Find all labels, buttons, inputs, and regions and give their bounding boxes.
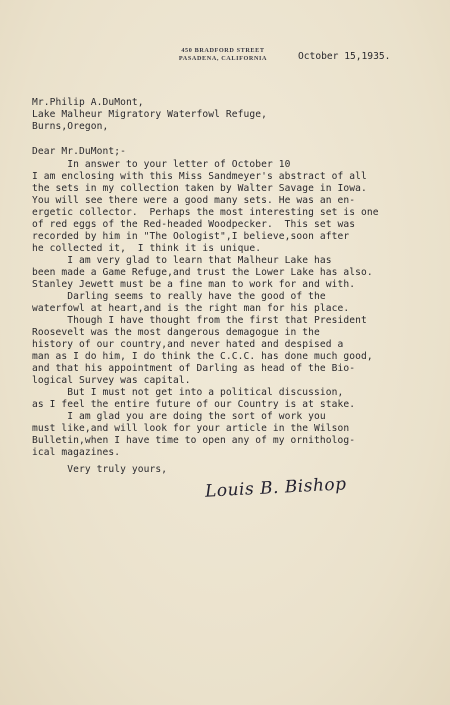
- body-line: waterfowl at heart,and is the right man for his place.: [32, 303, 350, 314]
- body-line: You will see there were a good many sets. He was an en-: [32, 195, 356, 206]
- body-line: ergetic collector. Perhaps the most interesting set is one: [32, 207, 379, 218]
- handwritten-signature: Louis B. Bishop: [204, 474, 347, 502]
- body-line: Stanley Jewett must be a fine man to work for and with.: [32, 279, 356, 290]
- closing: Very truly yours,: [32, 464, 168, 475]
- body-line: of red eggs of the Red-headed Woodpecker. This set was: [32, 219, 356, 230]
- body-line: Roosevelt was the most dangerous demagogue in the: [32, 327, 320, 338]
- letterhead: [163, 47, 283, 63]
- body-line: been made a Game Refuge,and trust the Lower Lake has also.: [32, 267, 373, 278]
- body-line: must like,and will look for your article in the Wilson: [32, 423, 350, 434]
- address-line: Burns,Oregon,: [32, 121, 109, 132]
- body-line: Darling seems to really have the good of the: [32, 291, 326, 302]
- letterhead-city: PASADENA, CALIFORNIA: [178, 55, 268, 62]
- body-line: history of our country,and never hated and despised a: [32, 339, 344, 350]
- body-line: Bulletin,when I have time to open any of my ornitholog-: [32, 435, 356, 446]
- address-line: Mr.Philip A.DuMont,: [32, 97, 144, 108]
- body-line: I am very glad to learn that Malheur Lake has: [32, 255, 332, 266]
- body-line: man as I do him, I do think the C.C.C. has done much good,: [32, 351, 373, 362]
- body-line: In answer to your letter of October 10: [32, 159, 291, 170]
- salutation: Dear Mr.DuMont;-: [32, 146, 127, 157]
- body-line: ical magazines.: [32, 447, 121, 458]
- body-line: recorded by him in "The Oologist",I believe,soon after: [32, 231, 350, 242]
- body-line: and that his appointment of Darling as head of the Bio-: [32, 363, 356, 374]
- body-line: Though I have thought from the first that President: [32, 315, 367, 326]
- body-line: logical Survey was capital.: [32, 375, 191, 386]
- body-line: I am glad you are doing the sort of work you: [32, 411, 326, 422]
- body-line: as I feel the entire future of our Country is at stake.: [32, 399, 356, 410]
- letter-date: October 15,1935.: [298, 51, 391, 62]
- body-line: he collected it, I think it is unique.: [32, 243, 262, 254]
- address-line: Lake Malheur Migratory Waterfowl Refuge,: [32, 109, 268, 120]
- letterhead-street: 450 BRADFORD STREET: [181, 47, 265, 54]
- body-line: the sets in my collection taken by Walter Savage in Iowa.: [32, 183, 367, 194]
- body-line: But I must not get into a political discussion,: [32, 387, 344, 398]
- body-line: I am enclosing with this Miss Sandmeyer's abstract of all: [32, 171, 367, 182]
